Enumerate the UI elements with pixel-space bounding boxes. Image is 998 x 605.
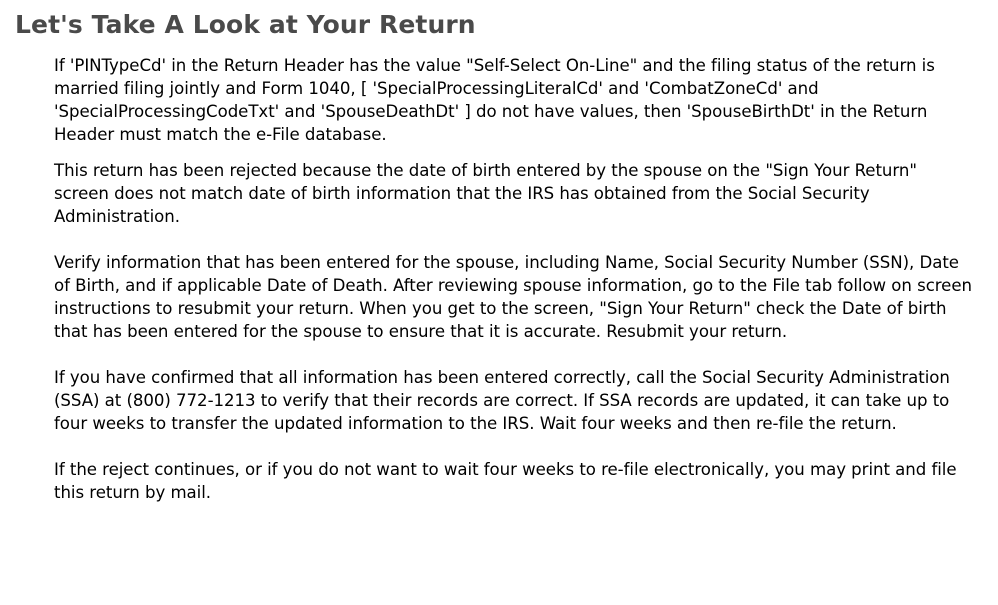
page-title: Let's Take A Look at Your Return — [15, 10, 476, 39]
reject-reason-paragraph: This return has been rejected because the date of birth entered by the spouse on the "Sign Your Return" screen does not match date of birth information that the IRS has obtained from the Social Security Administration. — [54, 161, 917, 226]
contact-ssa-paragraph: If you have confirmed that all information has been entered correctly, call the Social Security Administration (SSA) at (800) 772-1213 to verify that their records are correct. If SSA records are updated, it can take up to four weeks to transfer the updated information to the IRS. Wait four weeks and then re-file the return. — [54, 368, 950, 433]
verify-info-paragraph: Verify information that has been entered for the spouse, including Name, Social Security Number (SSN), Date of Birth, and if applicable Date of Death. After reviewing spouse information, go to the File tab follow on screen instructions to resubmit your return. When you get to the screen, "Sign Your Return" check the Date of birth that has been entered for the spouse to ensure that it is accurate. Resubmit your return. — [54, 253, 972, 341]
paper-file-paragraph: If the reject continues, or if you do not want to wait four weeks to re-file electronically, you may print and file this return by mail. — [54, 460, 957, 502]
business-rule-text: If 'PINTypeCd' in the Return Header has the value "Self-Select On-Line" and the filing status of the return is married filing jointly and Form 1040, [ 'SpecialProcessingLiteralCd' and 'CombatZoneCd' and 'SpecialProcessingCodeTxt' and 'SpouseDeathDt' ] do not have values, then 'SpouseBirthDt' in the Return Header must match the e-File database. — [54, 56, 935, 144]
reject-explanation — [54, 54, 974, 504]
